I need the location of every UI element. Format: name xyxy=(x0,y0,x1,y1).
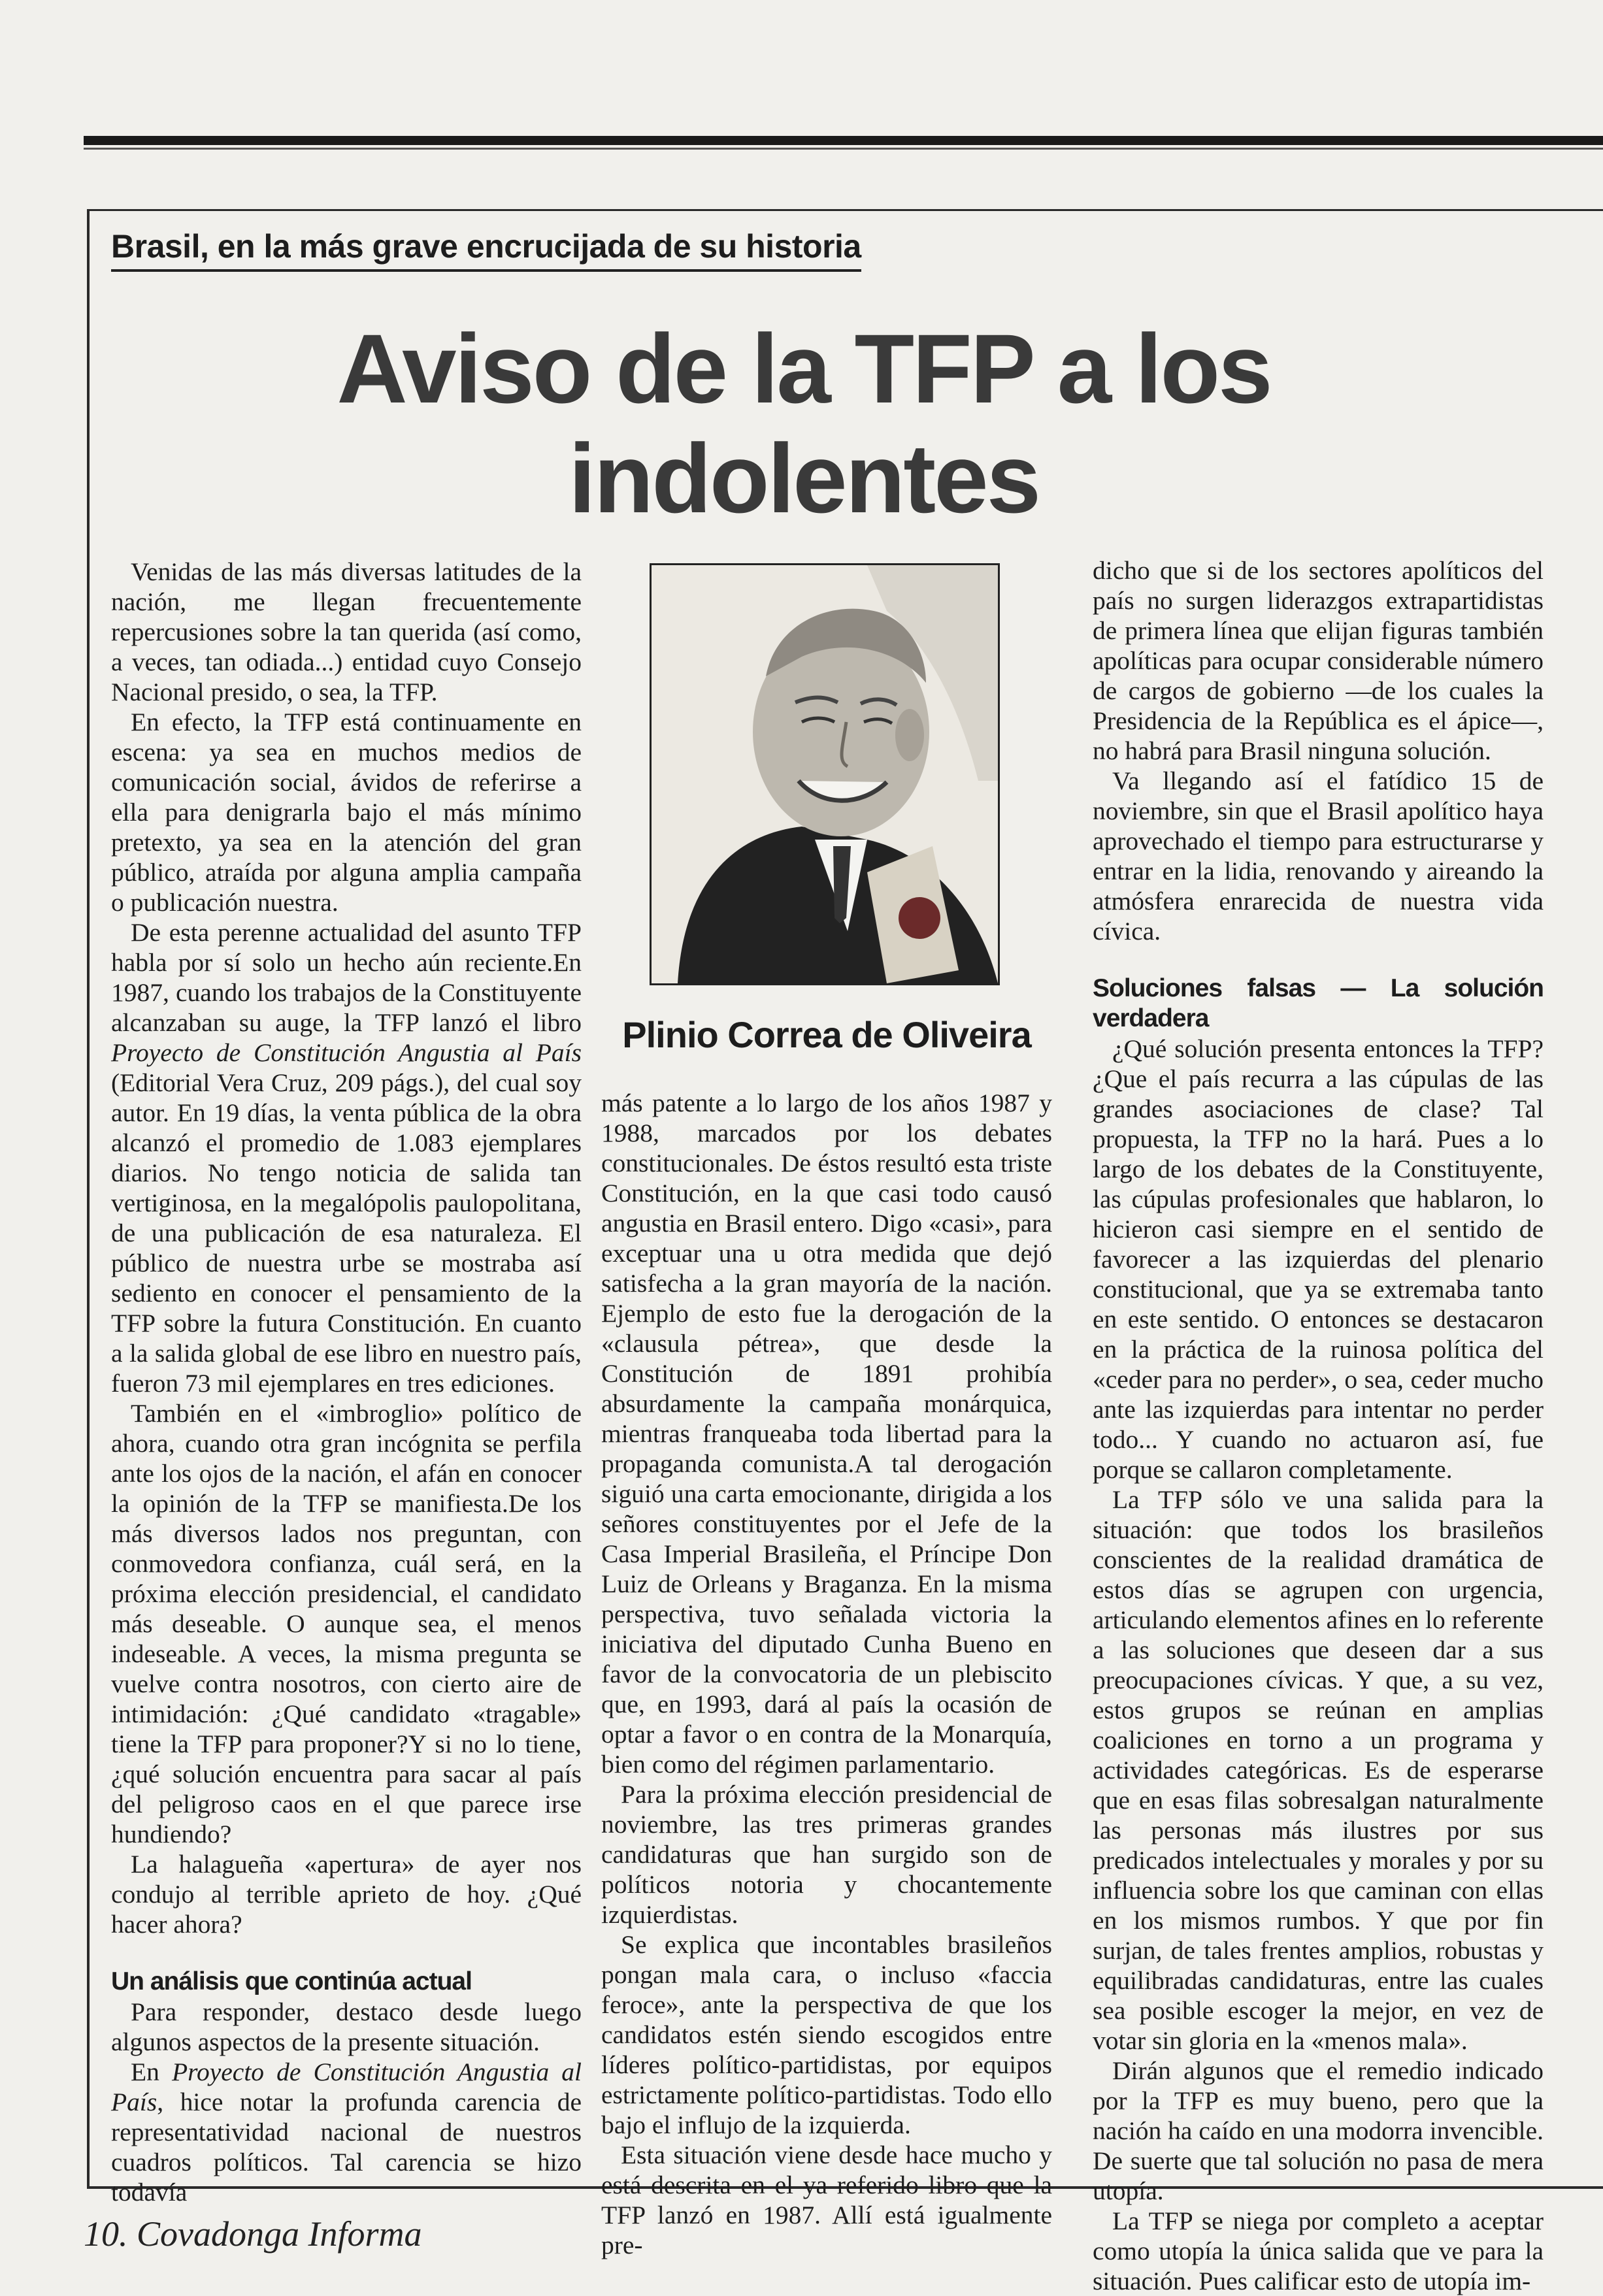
text-column-3 xyxy=(1093,555,1544,2295)
paragraph: También en el «imbroglio» político de ahora, cuando otra gran incógnita se perfila ante los ojos de la nación, el afán en conocer la opinión de la TFP se manifiesta.De los más diversos lados nos preguntan, con conmovedora confianza, cuál será, en la próxima elección presidencial, el candidato más deseable. O aunque sea, el menos indeseable. A veces, la misma pregunta se vuelve contra nosotros, con cierto aire de intimidación: ¿Qué candidato «tragable» tiene la TFP para proponer?Y si no lo tiene, ¿qué solución encuentra para sacar al país del peligroso caos en el que parece irse hundiendo? xyxy=(111,1399,582,1848)
paragraph: Dirán algunos que el remedio indicado por la TFP es muy bueno, pero que la nación ha caído en una modorra invencible. De suerte que tal solución no pasa de mera utopía. xyxy=(1093,2056,1544,2205)
book-title: Proyecto de Constitución Angustia al País xyxy=(111,2058,582,2116)
top-rule xyxy=(84,136,1603,145)
paragraph: Va llegando así el fatídico 15 de noviembre, sin que el Brasil apolítico haya aprovechado el tiempo para estructurarse y entrar en la lidia, renovando y aireando la atmósfera enrarecida de nuestra vida cívica. xyxy=(1093,766,1544,945)
paragraph xyxy=(111,2057,582,2207)
section-heading: Un análisis que continúa actual xyxy=(111,1967,472,1995)
page-folio: 10. Covadonga Informa xyxy=(84,2214,422,2254)
top-rule-thin xyxy=(84,148,1603,150)
paragraph-text: , hice notar la profunda carencia de representatividad nacional de nuestros cuadros políticos. Tal carencia se hizo todavía xyxy=(111,2088,582,2206)
paragraph: Para responder, destaco desde luego algunos aspectos de la presente situación. xyxy=(111,1997,582,2056)
frame-left-rule xyxy=(87,209,90,2189)
paragraph: ¿Qué solución presenta entonces la TFP? ¿Que el país recurra a las cúpulas de las grandes asociaciones de clase? Tal propuesta, la TFP no la hará. Pues a lo largo de los debates de la Constituyente, las cúpulas profesionales que hablaron, lo hicieron casi siempre en el sentido de favorecer a las izquierdas del plenario constitucional, que ya se extremaba tanto en este sentido. O entonces se destacaron en la práctica de la ruinosa política del «ceder para no perder», o sea, ceder mucho ante las izquierdas para intentar no perder todo... Y cuando no actuaron así, fue porque se callaron completamente. xyxy=(1093,1034,1544,1484)
paragraph: La TFP sólo ve una salida para la situación: que todos los brasileños conscientes de la realidad dramática de estos días se agrupen con urgencia, articulando elementos afines en lo referente a las soluciones que deseen dar a sus preocupaciones cívicas. Y que, a su vez, estos grupos se reúnan en amplias coaliciones en torno a un programa y actividades categóricas. Es de esperarse que en esas filas sobresalgan naturalmente las personas más ilustres por sus predicados intelectuales y morales y por su influencia sobre los que caminan con ellas en los mismos rumbos. Y que por fin surjan, de tales frentes amplios, robustas y equilibradas candidaturas, entre las cuales sea posible escoger la mejor, en vez de votar sin gloria en la «menos mala». xyxy=(1093,1485,1544,2055)
paragraph: La TFP se niega por completo a aceptar como utopía la única salida que ve para la situación. Pues calificar esto de utopía im- xyxy=(1093,2206,1544,2295)
paragraph: Se explica que incontables brasileños pongan mala cara, o incluso «faccia feroce», ante la perspectiva de que los candidatos estén siendo escogidos entre líderes político-partidistas, por equipos estrictamente político-partidistas. Todo ello bajo el influjo de la izquierda. xyxy=(601,1930,1052,2139)
paragraph: Venidas de las más diversas latitudes de la nación, me llegan frecuentemente repercusiones sobre la tan querida (así como, a veces, tan odiada...) entidad cuyo Consejo Nacional presido, o sea, la TFP. xyxy=(111,557,582,706)
article-kicker: Brasil, en la más grave encrucijada de su historia xyxy=(111,227,861,272)
article-title: Aviso de la TFP a los indolentes xyxy=(337,314,1271,533)
paragraph: Para la próxima elección presidencial de noviembre, las tres primeras grandes candidaturas que han surgido son de políticos notoria y chocantemente izquierdistas. xyxy=(601,1780,1052,1929)
text-column-1 xyxy=(111,557,582,2206)
paragraph: Esta situación viene desde hace mucho y está descrita en el ya referido libro que la TFP lanzó en 1987. Allí está igualmente pre- xyxy=(601,2140,1052,2259)
text-column-2 xyxy=(601,1088,1052,2259)
paragraph: dicho que si de los sectores apolíticos del país no surgen liderazgos extrapartidistas de primera línea que elijan figuras también apolíticas para ocupar considerable número de cargos de gobierno —de los cuales la Presidencia de la República es el ápice—, no habrá para Brasil ninguna solución. xyxy=(1093,556,1544,765)
book-title: Proyecto de Constitución Angustia al País xyxy=(111,1038,582,1067)
paragraph xyxy=(111,707,582,917)
paragraph: más patente a lo largo de los años 1987 y 1988, marcados por los debates constitucionales. De éstos resultó esta triste Constitución, en la que casi todo causó angustia en Brasil entero. Digo «casi», para exceptuar una u otra medida que dejó satisfecha a la gran mayoría de la nación. Ejemplo de esto fue la derogación de la «clausula pétrea», que desde la Constitución de 1891 prohibía absurdamente la campaña monárquica, mientras franqueaba toda libertad para la propaganda comunista.A tal derogación siguió una carta emocionante, dirigida a los señores constituyentes por el Jefe de la Casa Imperial Brasileña, el Príncipe Don Luiz de Orleans y Braganza. En la misma perspectiva, tuvo señalada victoria la iniciativa del diputado Cunha Bueno en favor de la convocatoria de un plebiscito que, en 1993, dará al país la ocasión de optar a favor o en contra de la Monarquía, bien como del régimen parlamentario. xyxy=(601,1089,1052,1779)
photo-caption: Plinio Correa de Oliveira xyxy=(622,1014,1031,1055)
paragraph xyxy=(111,917,582,1398)
paragraph-text: (Editorial Vera Cruz, 209 págs.), del cual soy autor. En 19 días, la venta pública de la obra alcanzó el promedio de 1.083 ejemplares diarios. No tengo noticia de salida tan vertiginosa, en la megalópolis paulopolitana, de una publicación de esa naturaleza. El público de nuestra urbe se mostraba así sediento en conocer el pensamiento de la TFP sobre la futura Constitución. En cuanto a la salida global de ese libro en nuestro país, fueron 73 mil ejemplares en tres ediciones. xyxy=(111,1068,582,1398)
paragraph-text: En efecto, la TFP está continuamente en escena: ya sea en muchos medios de comunicación social, ávidos de referirse a ella para denigrarla bajo el más mínimo pretexto, ya sea en la atención del gran público, atraída por alguna amplia campaña o publicación nuestra. xyxy=(111,708,582,917)
portrait-illustration xyxy=(652,565,998,983)
paragraph: La halagueña «apertura» de ayer nos condujo al terrible aprieto de hoy. ¿Qué hacer ahora? xyxy=(111,1850,582,1939)
section-heading: Soluciones falsas — La solución verdadera xyxy=(1093,974,1544,1032)
frame-top-rule xyxy=(87,209,1603,211)
paragraph-text: En xyxy=(131,2058,172,2086)
portrait-photo xyxy=(650,563,1000,985)
paragraph-text: De esta perenne actualidad del asunto TFP habla por sí solo un hecho aún reciente.En 1987, cuando los trabajos de la Constituyente alcanzaban su auge, la TFP lanzó el libro xyxy=(111,918,582,1037)
